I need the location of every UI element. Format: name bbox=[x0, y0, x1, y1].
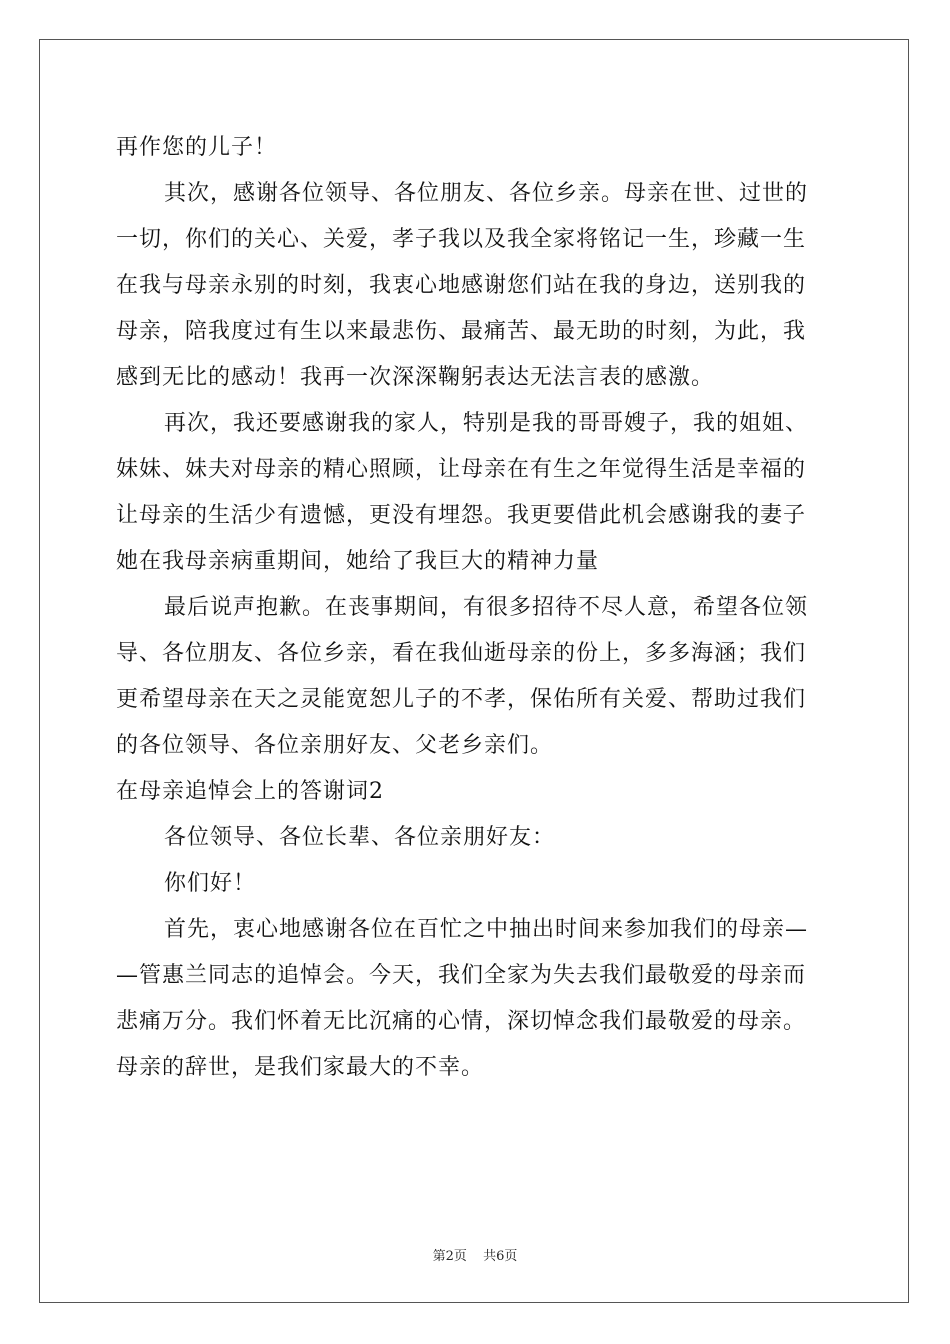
text-line: 母亲，陪我度过有生以来最悲伤、最痛苦、最无助的时刻，为此，我 bbox=[116, 319, 807, 344]
text-line: 导、各位朋友、各位乡亲，看在我仙逝母亲的份上，多多海涵；我们 bbox=[116, 641, 807, 666]
text-line: 最后说声抱歉。在丧事期间，有很多招待不尽人意，希望各位领 bbox=[164, 595, 809, 620]
text-line: 再作您的儿子！ bbox=[116, 135, 278, 160]
page-footer bbox=[0, 1245, 950, 1264]
document-body bbox=[116, 125, 836, 1091]
text-line: 在我与母亲永别的时刻，我衷心地感谢您们站在我的身边，送别我的 bbox=[116, 273, 807, 298]
text-line: 悲痛万分。我们怀着无比沉痛的心情，深切悼念我们最敬爱的母亲。 bbox=[116, 1009, 807, 1034]
text-line: 更希望母亲在天之灵能宽恕儿子的不孝，保佑所有关爱、帮助过我们 bbox=[116, 687, 807, 712]
text-line: 她在我母亲病重期间，她给了我巨大的精神力量 bbox=[116, 549, 600, 574]
text-line: 其次，感谢各位领导、各位朋友、各位乡亲。母亲在世、过世的 bbox=[164, 181, 809, 206]
text-line: 让母亲的生活少有遗憾，更没有埋怨。我更要借此机会感谢我的妻子 bbox=[116, 503, 807, 528]
section-heading: 在母亲追悼会上的答谢词2 bbox=[116, 779, 384, 804]
text-line: 感到无比的感动！我再一次深深鞠躬表达无法言表的感激。 bbox=[116, 365, 715, 390]
page-total: 共6页 bbox=[483, 1249, 518, 1264]
text-line: 妹妹、妹夫对母亲的精心照顾，让母亲在有生之年觉得生活是幸福的 bbox=[116, 457, 807, 482]
text-line: 母亲的辞世，是我们家最大的不幸。 bbox=[116, 1055, 485, 1080]
page-number: 第2页 bbox=[432, 1249, 467, 1264]
text-line: 首先，衷心地感谢各位在百忙之中抽出时间来参加我们的母亲— bbox=[164, 917, 809, 942]
text-line: 的各位领导、各位亲朋好友、父老乡亲们。 bbox=[116, 733, 554, 758]
text-line: 一切，你们的关心、关爱，孝子我以及我全家将铭记一生，珍藏一生 bbox=[116, 227, 807, 252]
text-line: —管惠兰同志的追悼会。今天，我们全家为失去我们最敬爱的母亲而 bbox=[116, 963, 807, 988]
salutation: 各位领导、各位长辈、各位亲朋好友： bbox=[164, 825, 556, 850]
greeting: 你们好！ bbox=[164, 871, 257, 896]
text-line: 再次，我还要感谢我的家人，特别是我的哥哥嫂子，我的姐姐、 bbox=[164, 411, 809, 436]
